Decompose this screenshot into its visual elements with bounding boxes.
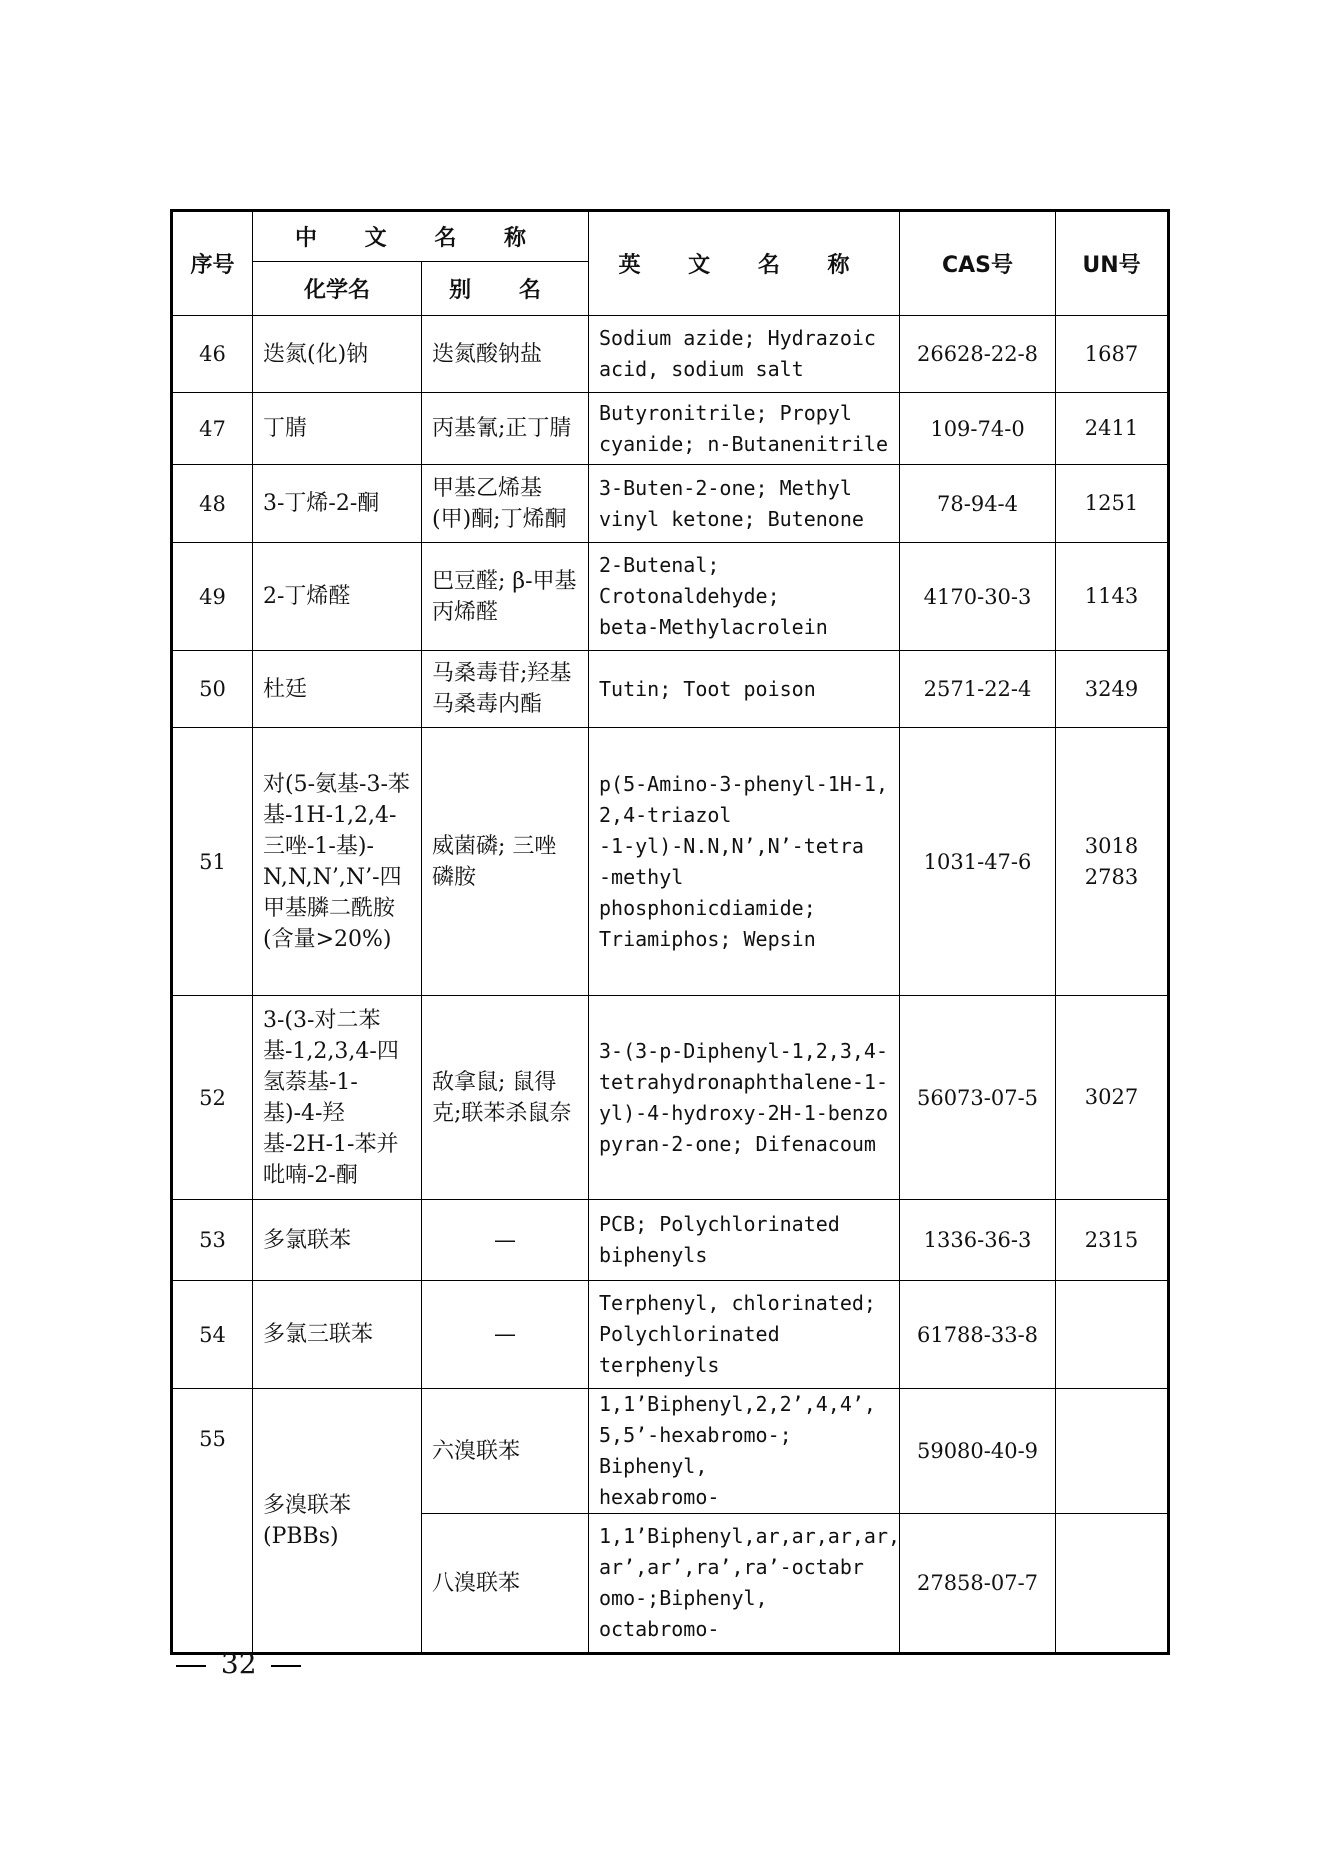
row-cas: 2571-22-4 bbox=[900, 651, 1056, 728]
row-chem: 2-丁烯醛 bbox=[253, 543, 422, 651]
row-alias: 迭氮酸钠盐 bbox=[422, 316, 589, 393]
row-chem: 多氯联苯 bbox=[253, 1200, 422, 1281]
table-row bbox=[172, 316, 1169, 393]
row-no: 52 bbox=[172, 996, 253, 1200]
row-en: Tutin; Toot poison bbox=[589, 651, 900, 728]
row-no: 55 bbox=[172, 1389, 253, 1654]
chemical-table bbox=[170, 209, 1170, 1655]
row-en: p(5-Amino-3-phenyl-1H-1, 2,4-triazol -1-yl)-N.N,N’,N’-tetra -methyl phosphonicdiamide; Triamiphos; Wepsin bbox=[589, 728, 900, 996]
row-un: 1687 bbox=[1056, 316, 1169, 393]
row-un: 3249 bbox=[1056, 651, 1169, 728]
row-cas: 78-94-4 bbox=[900, 465, 1056, 543]
row-chem: 杜廷 bbox=[253, 651, 422, 728]
row-un: 1251 bbox=[1056, 465, 1169, 543]
header-cas: CAS号 bbox=[900, 211, 1056, 316]
table-row bbox=[172, 1389, 1169, 1514]
header-chem: 化学名 bbox=[253, 262, 422, 316]
row-cas: 61788-33-8 bbox=[900, 1281, 1056, 1389]
row-un: 1143 bbox=[1056, 543, 1169, 651]
page-number bbox=[170, 1647, 307, 1680]
footer-dash-right bbox=[271, 1665, 301, 1667]
row-cas: 59080-40-9 bbox=[900, 1389, 1056, 1514]
row-un bbox=[1056, 1514, 1169, 1654]
header-cn-group: 中 文 名 称 bbox=[253, 211, 589, 262]
row-alias: 八溴联苯 bbox=[422, 1514, 589, 1654]
header-un: UN号 bbox=[1056, 211, 1169, 316]
row-alias: 甲基乙烯基(甲)酮;丁烯酮 bbox=[422, 465, 589, 543]
table-row bbox=[172, 465, 1169, 543]
row-en: Sodium azide; Hydrazoic acid, sodium salt bbox=[589, 316, 900, 393]
row-no: 53 bbox=[172, 1200, 253, 1281]
row-un: 3018 2783 bbox=[1056, 728, 1169, 996]
row-un bbox=[1056, 1281, 1169, 1389]
row-chem: 3-(3-对二苯基-1,2,3,4-四氢萘基-1-基)-4-羟基-2H-1-苯并吡喃-2-酮 bbox=[253, 996, 422, 1200]
table-row bbox=[172, 996, 1169, 1200]
table-row bbox=[172, 543, 1169, 651]
row-cas: 109-74-0 bbox=[900, 393, 1056, 465]
header-no: 序号 bbox=[172, 211, 253, 316]
row-cas: 56073-07-5 bbox=[900, 996, 1056, 1200]
row-cas: 27858-07-7 bbox=[900, 1514, 1056, 1654]
row-cas: 26628-22-8 bbox=[900, 316, 1056, 393]
row-chem: 对(5-氨基-3-苯基-1H-1,2,4-三唑-1-基)-N,N,N’,N’-四甲基膦二酰胺(含量>20%) bbox=[253, 728, 422, 996]
row-cas: 1031-47-6 bbox=[900, 728, 1056, 996]
table-row bbox=[172, 393, 1169, 465]
row-alias: 丙基氰;正丁腈 bbox=[422, 393, 589, 465]
row-no: 47 bbox=[172, 393, 253, 465]
row-en: Terphenyl, chlorinated; Polychlorinated terphenyls bbox=[589, 1281, 900, 1389]
row-en: 1,1’Biphenyl,ar,ar,ar,ar, ar’,ar’,ra’,ra’-octabr omo-;Biphenyl, octabromo- bbox=[589, 1514, 900, 1654]
row-no: 51 bbox=[172, 728, 253, 996]
row-alias: 威菌磷; 三唑磷胺 bbox=[422, 728, 589, 996]
row-alias: 敌拿鼠; 鼠得克;联苯杀鼠奈 bbox=[422, 996, 589, 1200]
row-cas: 4170-30-3 bbox=[900, 543, 1056, 651]
table-row bbox=[172, 651, 1169, 728]
row-no: 54 bbox=[172, 1281, 253, 1389]
table-row bbox=[172, 1281, 1169, 1389]
row-no: 49 bbox=[172, 543, 253, 651]
row-un: 3027 bbox=[1056, 996, 1169, 1200]
row-en: 2-Butenal; Crotonaldehyde; beta-Methylacrolein bbox=[589, 543, 900, 651]
row-no: 46 bbox=[172, 316, 253, 393]
header-alias: 别 名 bbox=[422, 262, 589, 316]
row-cas: 1336-36-3 bbox=[900, 1200, 1056, 1281]
row-un: 2315 bbox=[1056, 1200, 1169, 1281]
page-number-text: 32 bbox=[220, 1647, 257, 1680]
row-un bbox=[1056, 1389, 1169, 1514]
row-en: 3-(3-p-Diphenyl-1,2,3,4- tetrahydronaphthalene-1- yl)-4-hydroxy-2H-1-benzo pyran-2-one; Difenacoum bbox=[589, 996, 900, 1200]
row-alias: — bbox=[422, 1200, 589, 1281]
header-en: 英 文 名 称 bbox=[589, 211, 900, 316]
row-chem: 迭氮(化)钠 bbox=[253, 316, 422, 393]
row-en: 3-Buten-2-one; Methyl vinyl ketone; Butenone bbox=[589, 465, 900, 543]
row-alias: 巴豆醛; β-甲基丙烯醛 bbox=[422, 543, 589, 651]
row-alias: 六溴联苯 bbox=[422, 1389, 589, 1514]
row-un: 2411 bbox=[1056, 393, 1169, 465]
row-en: 1,1’Biphenyl,2,2’,4,4’, 5,5’-hexabromo-; Biphenyl, hexabromo- bbox=[589, 1389, 900, 1514]
row-no: 50 bbox=[172, 651, 253, 728]
footer-dash-left bbox=[176, 1665, 206, 1667]
row-alias: 马桑毒苷;羟基马桑毒内酯 bbox=[422, 651, 589, 728]
row-chem: 3-丁烯-2-酮 bbox=[253, 465, 422, 543]
row-en: Butyronitrile; Propyl cyanide; n-Butanenitrile bbox=[589, 393, 900, 465]
table-row bbox=[172, 1200, 1169, 1281]
row-no: 48 bbox=[172, 465, 253, 543]
row-en: PCB; Polychlorinated biphenyls bbox=[589, 1200, 900, 1281]
row-chem: 多溴联苯(PBBs) bbox=[253, 1389, 422, 1654]
table-row bbox=[172, 728, 1169, 996]
row-alias: — bbox=[422, 1281, 589, 1389]
row-chem: 丁腈 bbox=[253, 393, 422, 465]
row-chem: 多氯三联苯 bbox=[253, 1281, 422, 1389]
